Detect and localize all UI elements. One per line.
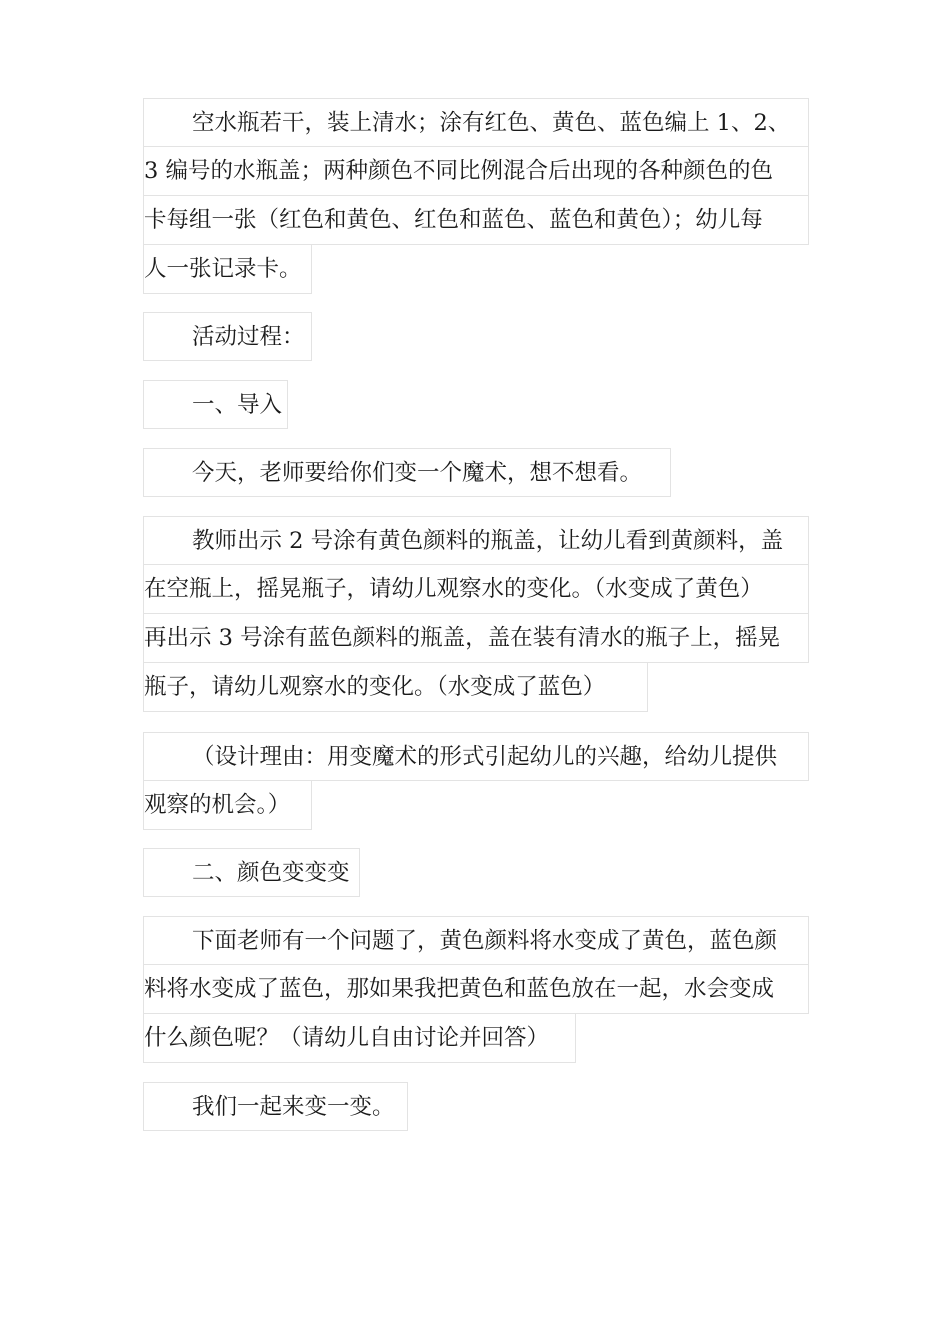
paragraph-question [143, 916, 809, 1063]
paragraph-section-2-heading [143, 848, 360, 897]
text-line: 瓶子，请幼儿观察水的变化。（水变成了蓝色） [143, 663, 648, 712]
text-line: 再出示 3 号涂有蓝色颜料的瓶盖，盖在装有清水的瓶子上，摇晃 [143, 614, 809, 663]
section-heading: 二、颜色变变变 [143, 848, 360, 897]
paragraph-materials [143, 98, 809, 294]
paragraph-section-1-heading [143, 380, 288, 429]
text-line: 今天，老师要给你们变一个魔术，想不想看。 [143, 448, 671, 497]
text-line: 下面老师有一个问题了，黄色颜料将水变成了黄色，蓝色颜 [143, 916, 809, 965]
text-line: 料将水变成了蓝色，那如果我把黄色和蓝色放在一起，水会变成 [143, 965, 809, 1014]
text-line: 卡每组一张（红色和黄色、红色和蓝色、蓝色和黄色）；幼儿每 [143, 196, 809, 245]
text-line: 空水瓶若干，装上清水；涂有红色、黄色、蓝色编上 1、2、 [143, 98, 809, 147]
text-line: 什么颜色呢？（请幼儿自由讨论并回答） [143, 1014, 576, 1063]
text-line: 教师出示 2 号涂有黄色颜料的瓶盖，让幼儿看到黄颜料，盖 [143, 516, 809, 565]
paragraph-together [143, 1082, 408, 1131]
section-heading: 一、导入 [143, 380, 288, 429]
text-line: 人一张记录卡。 [143, 245, 312, 294]
paragraph-demo [143, 516, 809, 712]
paragraph-process-heading [143, 312, 312, 361]
text-line: 观察的机会。） [143, 781, 312, 830]
paragraph-rationale [143, 732, 809, 830]
text-line: 我们一起来变一变。 [143, 1082, 408, 1131]
text-line: （设计理由：用变魔术的形式引起幼儿的兴趣，给幼儿提供 [143, 732, 809, 781]
section-heading: 活动过程： [143, 312, 312, 361]
text-line: 3 编号的水瓶盖；两种颜色不同比例混合后出现的各种颜色的色 [143, 147, 809, 196]
text-line: 在空瓶上，摇晃瓶子，请幼儿观察水的变化。（水变成了黄色） [143, 565, 809, 614]
paragraph-intro [143, 448, 671, 497]
